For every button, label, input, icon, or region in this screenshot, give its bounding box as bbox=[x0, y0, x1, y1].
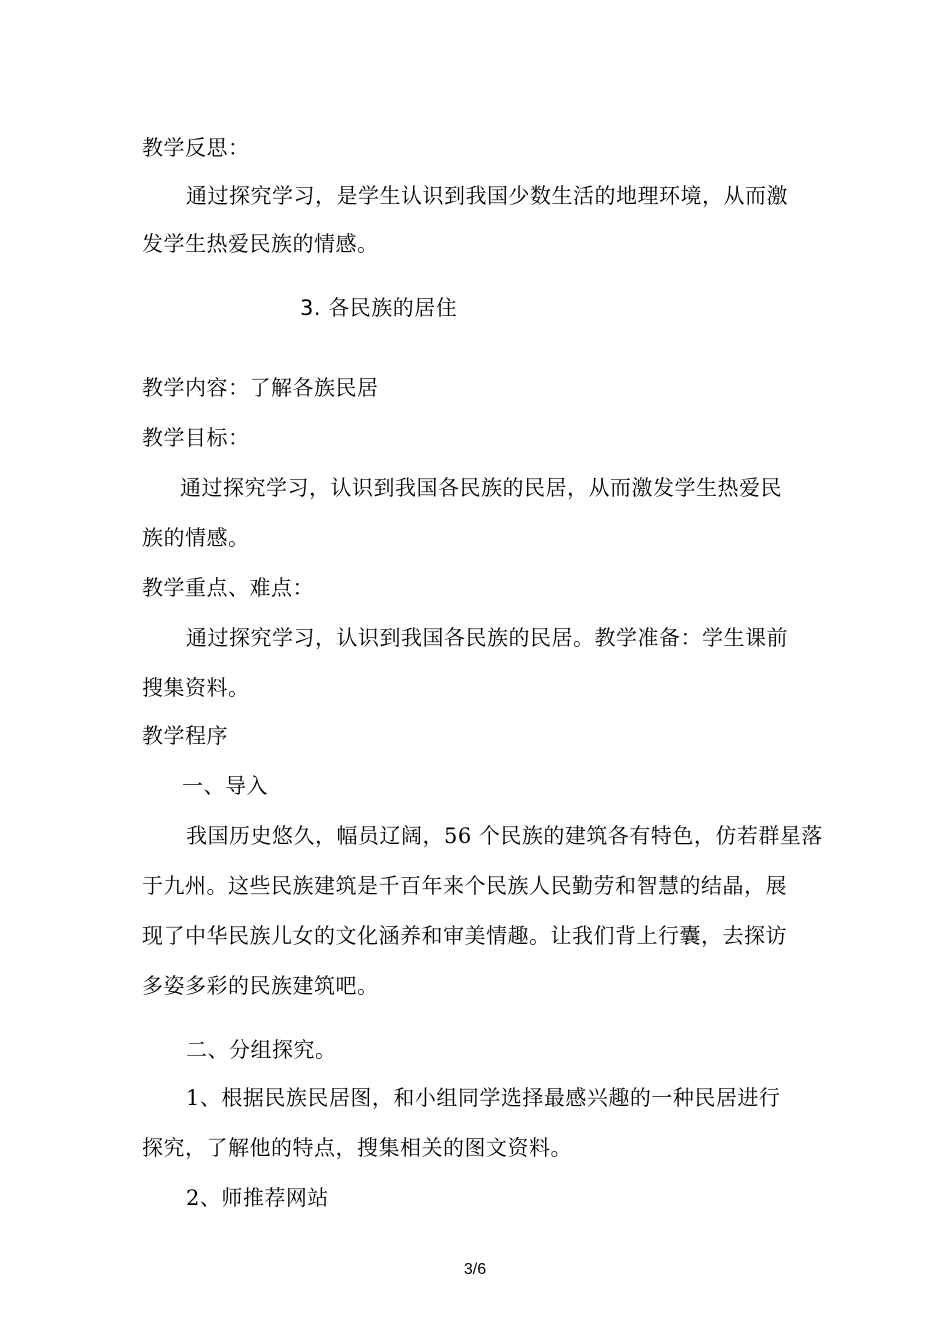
key-label: 教学重点、难点： bbox=[142, 576, 314, 600]
step1-line-1: 1、根据民族民居图，和小组同学选择最感兴趣的一种民居进行 bbox=[186, 1086, 781, 1110]
reflection-label: 教学反思： bbox=[142, 136, 250, 160]
reflection-line-1: 通过探究学习，是学生认识到我国少数生活的地理环境，从而激 bbox=[186, 184, 788, 208]
intro-line-3: 现了中华民族儿女的文化涵养和审美情趣。让我们背上行囊，去探访 bbox=[142, 924, 787, 948]
section-title: 3. 各民族的居住 bbox=[300, 296, 458, 320]
intro-line-1: 我国历史悠久，幅员辽阔，56 个民族的建筑各有特色，仿若群星落 bbox=[186, 824, 823, 848]
key-line-2: 搜集资料。 bbox=[142, 676, 250, 700]
page-number: 3/6 bbox=[463, 1261, 487, 1278]
step2-line: 2、师推荐网站 bbox=[186, 1186, 329, 1210]
reflection-line-2: 发学生热爱民族的情感。 bbox=[142, 232, 379, 256]
group-heading: 二、分组探究。 bbox=[186, 1038, 337, 1062]
intro-heading: 一、导入 bbox=[182, 774, 268, 798]
step1-line-2: 探究，了解他的特点，搜集相关的图文资料。 bbox=[142, 1136, 572, 1160]
key-line-1: 通过探究学习，认识到我国各民族的民居。教学准备：学生课前 bbox=[186, 626, 788, 650]
procedure-label: 教学程序 bbox=[142, 724, 228, 748]
goal-label: 教学目标： bbox=[142, 426, 250, 450]
goal-line-2: 族的情感。 bbox=[142, 526, 250, 550]
goal-line-1: 通过探究学习，认识到我国各民族的民居，从而激发学生热爱民 bbox=[180, 476, 782, 500]
intro-line-4: 多姿多彩的民族建筑吧。 bbox=[142, 974, 379, 998]
content-line: 教学内容：了解各族民居 bbox=[142, 376, 379, 400]
intro-line-2: 于九州。这些民族建筑是千百年来个民族人民勤劳和智慧的结晶，展 bbox=[142, 874, 787, 898]
